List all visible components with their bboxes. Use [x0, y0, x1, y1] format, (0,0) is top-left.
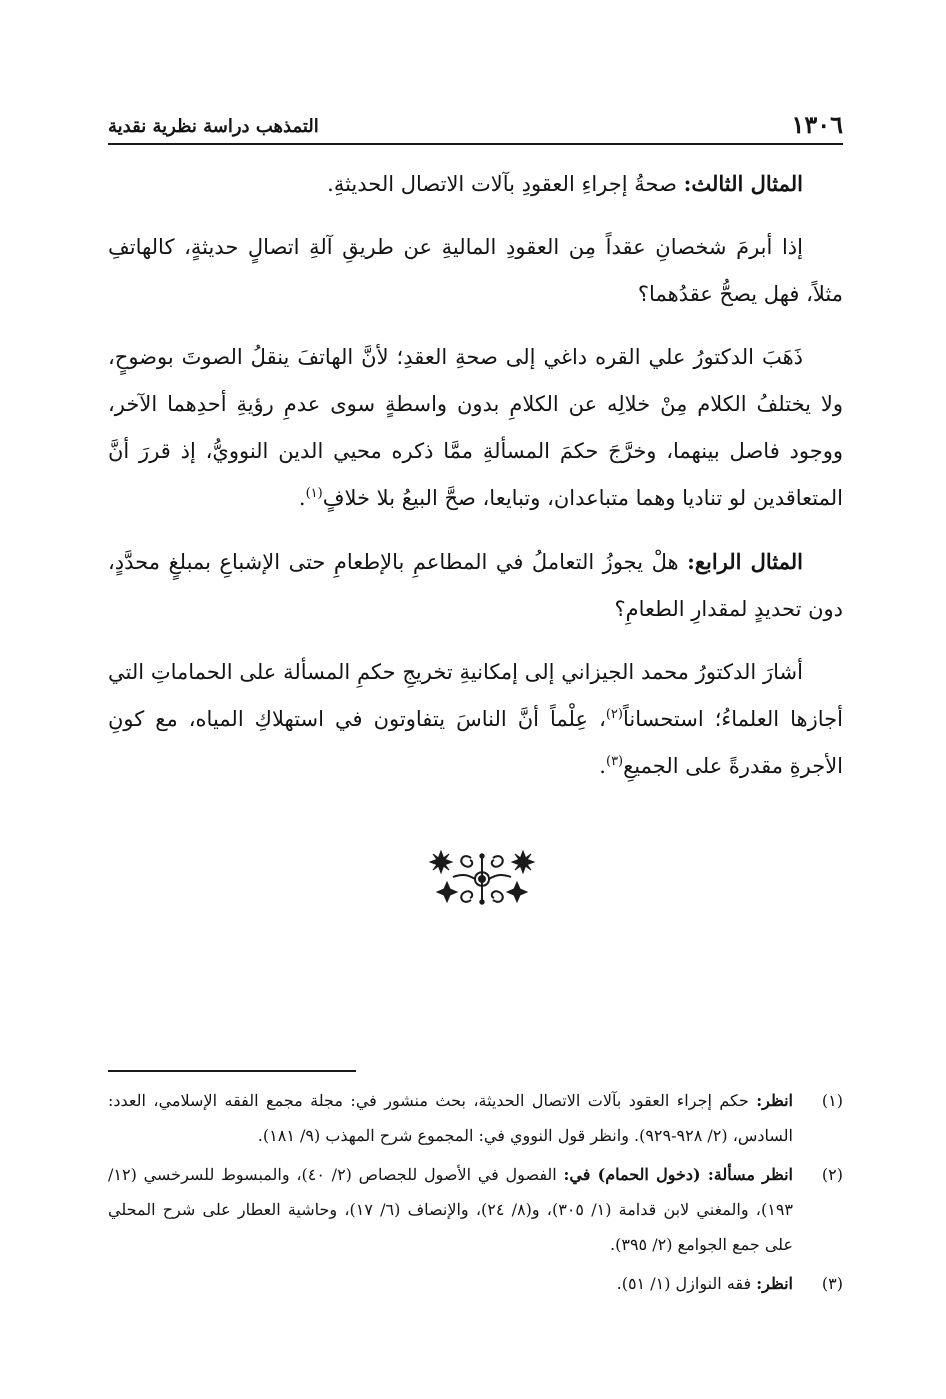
- jizani-opinion-end: .: [599, 754, 606, 778]
- paragraph-qaradaghi-opinion: [108, 334, 843, 522]
- footnotes: [108, 1083, 843, 1305]
- example-four-heading: المثال الرابع:: [687, 549, 803, 574]
- jizani-opinion-text: أشارَ الدكتورُ محمد الجيزاني إلى إمكانيةِ تخريجِ حكمِ المسألة على الحماماتِ التي أجازها العلماءُ؛ استحساناً: [108, 660, 843, 731]
- footnote-lead: انظر مسألة: (دخول الحمام) في:: [563, 1165, 794, 1184]
- paragraph-jizani-opinion: [108, 649, 843, 790]
- running-title: التمذهب دراسة نظرية نقدية: [108, 116, 319, 137]
- footnote-text: فقه النوازل (١/ ٥١).: [616, 1274, 757, 1293]
- footnote-1: [108, 1083, 843, 1153]
- footnote-rule: [108, 1070, 356, 1072]
- footnote-text: الفصول في الأصول للجصاص (٢/ ٤٠)، والمبسوط للسرخسي (١٢/ ١٩٣)، والمغني لابن قدامة (١/ ٣٠٥)، و(٨/ ٢٤)، والإنصاف (٦/ ١٧)، وحاشية العطار على شرح المحلي على جمع الجوامع (٢/ ٣٩٥).: [108, 1165, 793, 1254]
- footnote-ref-2[interactable]: (٢): [605, 707, 623, 722]
- qaradaghi-opinion-text: ذَهَبَ الدكتورُ علي القره داغي إلى صحةِ العقدِ؛ لأنَّ الهاتفَ ينقلُ الصوتَ بوضوحٍ، ولا يختلفُ الكلام مِنْ خلالِه عن الكلامِ بدون واسطةٍ سوى عدمِ رؤيةِ أحدِهما الآخر، ووجود فاصل بينهما، وخرَّجَ حكمَ المسألةِ ممَّا ذكره محيي الدين النوويُّ، إذ قررَ أنَّ المتعاقدين لو تناديا وهما متباعدان، وتبايعا، صحَّ البيعُ بلا خلافٍ: [108, 345, 843, 510]
- footnote-lead: انظر:: [756, 1274, 793, 1293]
- paragraph-phone-question: [108, 224, 843, 318]
- page-number: ١٣٠٦: [791, 110, 843, 139]
- footnote-number: (٢): [821, 1165, 843, 1184]
- example-three-heading: المثال الثالث:: [683, 171, 803, 196]
- phone-question-text: إذا أبرمَ شخصانِ عقداً مِن العقودِ الماليةِ عن طريقِ آلةِ اتصالٍ حديثةٍ، كالهاتفِ مثلاً، فهل يصحُّ عقدُهما؟: [108, 235, 843, 306]
- footnote-lead: انظر:: [756, 1091, 793, 1110]
- paragraph-example-three: [108, 160, 843, 208]
- example-three-title: صحةُ إجراءِ العقودِ بآلات الاتصال الحديثةِ.: [327, 172, 684, 196]
- header-rule: [108, 143, 843, 145]
- example-four-question: هلْ يجوزُ التعاملُ في المطاعمِ بالإطعامِ حتى الإشباعِ بمبلغٍ محدَّدٍ، دون تحديدٍ لمقدارِ الطعامِ؟: [108, 550, 843, 621]
- footnote-number: (٣): [821, 1274, 843, 1293]
- floral-ornament-divider: [423, 848, 541, 910]
- footnote-text: حكم إجراء العقود بآلات الاتصال الحديثة، بحث منشور في: مجلة مجمع الفقه الإسلامي، العدد: السادس، (٢/ ٩٢٨-٩٢٩). وانظر قول النووي في: المجموع شرح المهذب (٩/ ١٨١).: [108, 1091, 793, 1145]
- paragraph-example-four: [108, 538, 843, 633]
- footnote-3: [108, 1266, 843, 1301]
- page-header: [108, 110, 843, 144]
- footnote-2: [108, 1157, 843, 1262]
- jizani-opinion-middle: ، عِلْماً أنَّ الناسَ يتفاوتون في استهلاكِ المياه، مع كونِ الأجرةِ مقدرةً على الجميعِ: [108, 707, 843, 778]
- footnote-ref-3[interactable]: (٣): [605, 754, 624, 769]
- footnote-number: (١): [821, 1091, 843, 1110]
- qaradaghi-opinion-end: .: [298, 486, 306, 510]
- main-text: [108, 160, 843, 806]
- footnote-ref-1[interactable]: (١): [305, 486, 323, 501]
